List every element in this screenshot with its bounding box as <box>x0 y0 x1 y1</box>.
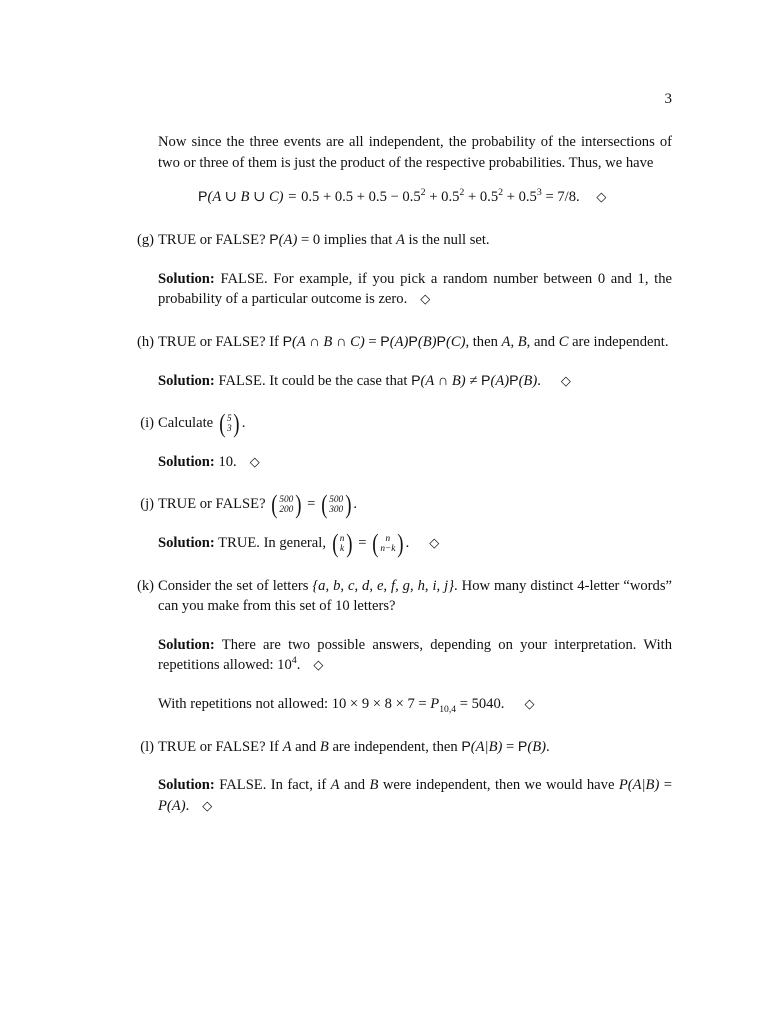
list-item-l <box>136 737 672 758</box>
prob-argument-3: (B) <box>518 372 538 389</box>
equation-rhs-3: + 0.5 <box>468 189 499 206</box>
solution-label: Solution: <box>158 535 215 552</box>
left-paren: ( <box>271 490 278 520</box>
binom-top: n <box>385 533 391 544</box>
solution-text-tail: . <box>537 372 541 389</box>
document-body <box>136 132 672 817</box>
prob-operator: P <box>269 232 279 249</box>
equation-prob-operator: P <box>198 189 208 206</box>
question-text-tail: . How many distinct 4-letter “words” can you make from this set of 10 letters? <box>158 577 673 615</box>
left-paren: ( <box>372 528 379 558</box>
binom-top: 500 <box>279 495 294 506</box>
prob-argument-2: (A) <box>490 372 510 389</box>
equation-exp-3: 3 <box>536 187 542 199</box>
end-of-proof-icon: ◇ <box>429 536 440 552</box>
page-number: 3 <box>664 91 672 107</box>
end-of-proof-icon: ◇ <box>524 697 535 713</box>
item-question-g <box>158 230 672 251</box>
variable-b: B <box>319 738 329 755</box>
item-label-l: (l) <box>140 738 154 755</box>
letter-set: {a, b, c, d, e, f, g, h, i, j} <box>312 577 455 594</box>
item-question-j <box>158 490 672 520</box>
right-paren: ) <box>346 528 353 558</box>
solution-text: FALSE. For example, if you pick a random number between 0 and 1, the probability of a particular outcome is zero. <box>158 270 672 308</box>
conjunction: and <box>339 777 370 794</box>
right-paren: ) <box>397 528 404 558</box>
prob-operator-3: P <box>408 333 418 350</box>
equation-rhs-4: + 0.5 <box>506 189 537 206</box>
question-text-tail: is the null set. <box>404 232 490 249</box>
prob-operator-1: P <box>282 333 293 350</box>
solution-text: FALSE. In fact, if <box>219 777 331 794</box>
question-text-tail: . <box>353 496 357 513</box>
solution-label: Solution: <box>158 270 215 287</box>
prob-argument-1: (A|B) <box>470 738 503 755</box>
equals-sign: = <box>502 738 518 755</box>
solution-j <box>136 528 672 558</box>
permutation-subscript: 10,4 <box>439 703 457 715</box>
binom-top: 5 <box>226 413 232 424</box>
binomial-coefficient-1 <box>270 490 302 520</box>
variable-b: B <box>369 777 379 794</box>
end-of-proof-icon: ◇ <box>420 292 431 308</box>
question-text-tail: are independent. <box>568 333 669 350</box>
variable-a: A <box>282 738 292 755</box>
equation-rhs-2: + 0.5 <box>429 189 460 206</box>
solution-k-part2 <box>136 694 672 716</box>
solution-text: TRUE. In general, <box>218 535 330 552</box>
item-label-i: (i) <box>140 415 154 432</box>
question-text: TRUE or FALSE? If <box>158 738 283 755</box>
solution-text: With repetitions not allowed: 10 × 9 × 8 × 7 = <box>158 696 431 713</box>
equation-exp-2a: 2 <box>420 187 426 199</box>
prob-operator-1: P <box>411 372 421 389</box>
variable-b: B <box>517 333 527 350</box>
prob-argument-1: (A|B) <box>627 777 660 794</box>
equals-sign: = <box>659 777 672 794</box>
solution-text-tail: . <box>405 535 410 552</box>
solution-g <box>136 269 672 311</box>
solution-text: FALSE. It could be the case that <box>218 372 412 389</box>
question-text-tail: . <box>241 415 246 432</box>
prob-argument-1: (A ∩ B ∩ C) <box>292 333 365 350</box>
equation-exp-2c: 2 <box>498 187 504 199</box>
prob-argument-3: (B) <box>417 333 437 350</box>
solution-h <box>136 371 672 393</box>
equation-result: = 7/8. <box>545 189 580 206</box>
item-label-j: (j) <box>140 496 154 513</box>
prob-operator-2: P <box>380 333 390 350</box>
binomial-coefficient-4 <box>371 528 404 558</box>
question-text-mid: are independent, then <box>328 738 462 755</box>
prob-argument: (A) <box>278 232 298 249</box>
prob-operator-1: P <box>618 777 628 794</box>
solution-label: Solution: <box>158 453 215 470</box>
binom-top: n <box>339 533 345 544</box>
comma-2: , and <box>526 333 559 350</box>
question-text: TRUE or FALSE? If <box>158 333 283 350</box>
binomial-coefficient-2 <box>320 490 352 520</box>
list-item-h <box>136 332 672 353</box>
end-of-proof-icon: ◇ <box>313 658 324 674</box>
question-text-mid: , then <box>465 333 502 350</box>
variable-c: C <box>558 333 569 350</box>
variable-a: A <box>501 333 511 350</box>
solution-text: There are two possible answers, depending on your interpretation. With repetitions allowed: 10 <box>158 636 672 674</box>
prob-argument-2: (B) <box>527 738 546 755</box>
end-of-proof-icon: ◇ <box>249 454 260 470</box>
item-question-k <box>158 576 672 617</box>
item-label-k: (k) <box>136 577 154 594</box>
prob-operator-2: P <box>517 738 528 755</box>
not-equals-sign: ≠ <box>465 372 481 389</box>
prob-argument-2: (A) <box>166 797 186 814</box>
end-of-proof-icon: ◇ <box>560 373 571 389</box>
question-text: Consider the set of letters <box>158 577 313 594</box>
binomial-coefficient <box>218 408 241 438</box>
left-paren: ( <box>321 490 328 520</box>
item-label-h: (h) <box>136 333 154 350</box>
conjunction: and <box>291 738 320 755</box>
prob-argument-2: (A) <box>389 333 409 350</box>
prob-operator-1: P <box>461 738 471 755</box>
equals-sign: = <box>364 333 381 350</box>
question-text: Calculate <box>158 415 217 432</box>
item-label-g: (g) <box>136 232 154 249</box>
end-of-proof-icon: ◇ <box>596 190 607 206</box>
solution-text-mid: were independent, then we would have <box>378 777 619 794</box>
binom-bottom: 3 <box>226 423 232 434</box>
solution-l <box>136 775 672 817</box>
variable-a: A <box>330 777 340 794</box>
solution-label: Solution: <box>158 777 215 794</box>
list-item-i <box>136 408 672 438</box>
comma-1: , <box>510 333 518 350</box>
binom-bottom: k <box>340 543 345 554</box>
equation-exp-2b: 2 <box>459 187 465 199</box>
prob-operator-3: P <box>509 372 519 389</box>
solution-i <box>136 452 672 474</box>
prob-operator-2: P <box>480 372 491 389</box>
display-equation <box>136 186 672 209</box>
prob-operator-4: P <box>436 333 446 350</box>
right-paren: ) <box>233 408 240 438</box>
prob-argument-4: (C) <box>445 333 466 350</box>
binom-bottom: 200 <box>279 505 294 516</box>
item-question-l <box>158 737 672 758</box>
item-question-h <box>158 332 672 353</box>
prob-argument-1: (A ∩ B) <box>420 372 466 389</box>
solution-label: Solution: <box>158 372 215 389</box>
equals-sign: = <box>354 535 371 552</box>
solution-text-tail: = 5040. <box>456 696 505 713</box>
solution-label: Solution: <box>158 636 215 653</box>
binom-top: 500 <box>329 495 344 506</box>
right-paren: ) <box>344 490 352 520</box>
equation-equals: = <box>288 189 297 206</box>
list-item-j <box>136 490 672 520</box>
solution-text-tail: . <box>185 797 190 814</box>
binomial-coefficient-3 <box>331 528 354 558</box>
question-text: TRUE or FALSE? <box>158 496 270 513</box>
left-paren: ( <box>331 528 339 558</box>
variable-a: A <box>395 232 405 249</box>
equation-lhs-args: (A ∪ B ∪ C) <box>207 189 284 206</box>
list-item-g <box>136 230 672 251</box>
intro-paragraph: Now since the three events are all independent, the probability of the intersections of two or three of them is just the product of the respective probabilities. Thus, we have <box>158 134 672 171</box>
item-question-i <box>158 408 672 438</box>
solution-k-part1 <box>136 635 672 677</box>
list-item-k <box>136 576 672 617</box>
solution-text-tail: . <box>296 657 301 674</box>
binom-bottom: 300 <box>329 505 344 516</box>
question-text: TRUE or FALSE? <box>158 232 270 249</box>
exponent-4: 4 <box>291 655 297 667</box>
binom-bottom: n−k <box>380 543 396 554</box>
equation-rhs-1: 0.5 + 0.5 + 0.5 − 0.5 <box>301 189 421 206</box>
question-text-mid: = 0 implies that <box>297 232 396 249</box>
right-paren: ) <box>295 490 302 520</box>
prob-operator-2: P <box>158 797 167 814</box>
permutation-symbol: P <box>430 696 440 713</box>
left-paren: ( <box>218 408 226 438</box>
equals-sign: = <box>303 496 320 513</box>
solution-text: 10. <box>218 453 237 470</box>
question-text-tail: . <box>545 738 550 755</box>
end-of-proof-icon: ◇ <box>202 798 213 814</box>
